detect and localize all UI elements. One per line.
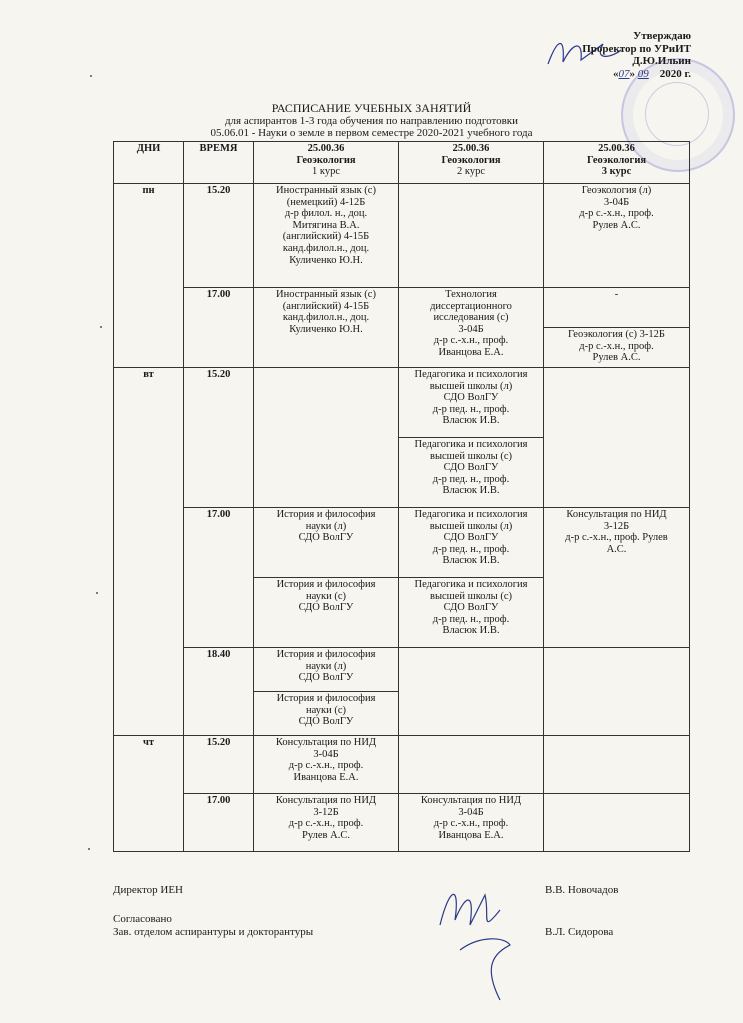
header-group-3: 25.00.36 Геоэкология 3 курс [544, 142, 690, 184]
table-row [114, 794, 690, 852]
header-group-2: 25.00.36 Геоэкология 2 курс [399, 142, 544, 184]
table-row [114, 184, 690, 288]
scan-speck [100, 326, 102, 328]
scan-speck [90, 75, 92, 77]
lesson-line: 3-04Б [458, 323, 484, 335]
empty-cell [399, 736, 544, 794]
table-row [114, 288, 690, 328]
lesson-line: Иностранный язык (с) [276, 289, 376, 300]
lesson-cell [544, 508, 690, 648]
empty-cell [544, 648, 690, 736]
lesson-line: Иванцова Е.А. [438, 346, 504, 358]
lesson-line: Геоэкология (л) [581, 185, 652, 196]
lesson-cell [254, 736, 399, 794]
lesson-line: Геоэкология (с) 3-12Б [568, 329, 665, 340]
lesson-cell: - [544, 288, 690, 328]
lesson-line: д-р с.-х.н., проф. [579, 208, 654, 220]
lesson-line: д-р пед. н., проф. [432, 403, 510, 415]
lesson-line: 3-12Б [603, 520, 630, 532]
lesson-line: Педагогика и психология [414, 509, 528, 520]
time-cell: 17.00 [184, 794, 254, 852]
empty-cell [254, 368, 399, 508]
lesson-line: д-р пед. н., проф. [432, 613, 510, 625]
title-sub-1: для аспирантов 1-3 года обучения по направлению подготовки [224, 115, 519, 127]
lesson-line: СДО ВолГУ [443, 602, 499, 614]
empty-cell [544, 736, 690, 794]
empty-cell [544, 794, 690, 852]
lesson-line: СДО ВолГУ [298, 602, 354, 614]
time-cell: 15.20 [184, 368, 254, 508]
header-time: ВРЕМЯ [184, 142, 254, 184]
lesson-cell [544, 328, 690, 368]
lesson-line: высшей школы (с) [429, 590, 512, 602]
lesson-line: Рулев А.С. [302, 829, 350, 841]
table-row [114, 508, 690, 578]
lesson-line: Консультация по НИД [275, 737, 377, 748]
time-cell: 15.20 [184, 184, 254, 288]
lesson-line: Педагогика и психология [414, 579, 528, 590]
day-cell: пн [114, 184, 184, 368]
lesson-line: 3-12Б [313, 806, 339, 818]
lesson-line: Митягина В.А. [292, 219, 360, 231]
document-title [0, 102, 743, 139]
lesson-line: Рулев А.С. [592, 219, 641, 231]
empty-cell [399, 648, 544, 736]
approval-month: 09 [637, 67, 649, 80]
lesson-cell [399, 438, 544, 508]
lesson-line: высшей школы (с) [429, 450, 512, 462]
scan-speck [88, 848, 90, 850]
lesson-line: Консультация по НИД [275, 795, 377, 806]
lesson-cell [254, 288, 399, 368]
lesson-line: д-р пед. н., проф. [432, 543, 510, 555]
lesson-line: д-р с.-х.н., проф. [433, 335, 509, 347]
lesson-cell [254, 578, 399, 648]
lesson-line: Власюк И.В. [442, 485, 500, 497]
lesson-line: канд.филол.н., доц. [282, 242, 370, 254]
lesson-cell [399, 794, 544, 852]
lesson-cell [399, 578, 544, 648]
lesson-line: СДО ВолГУ [298, 532, 354, 544]
lesson-cell [544, 184, 690, 288]
head-line [113, 926, 673, 939]
header-group-1: 25.00.36 Геоэкология 1 курс [254, 142, 399, 184]
lesson-line: 3-04Б [458, 806, 484, 818]
lesson-line: д-р филол. н., доц. [284, 208, 368, 220]
lesson-line: А.С. [606, 543, 627, 555]
lesson-line: 3-04Б [603, 196, 630, 208]
lesson-line: исследования (с) [433, 312, 509, 324]
lesson-cell [399, 368, 544, 438]
lesson-line: СДО ВолГУ [443, 532, 499, 544]
lesson-line: Власюк И.В. [442, 555, 500, 567]
lesson-cell [399, 508, 544, 578]
lesson-line: Технология [445, 289, 497, 300]
lesson-line: Педагогика и психология [414, 439, 528, 450]
table-row [114, 368, 690, 438]
signature-footer [430, 875, 550, 1005]
lesson-line: Иванцова Е.А. [293, 771, 359, 783]
approval-date: «07» 09 2020 г. [612, 67, 691, 80]
head-name: В.Л. Сидорова [545, 926, 614, 938]
lesson-line: канд.филол.н., доц. [282, 312, 370, 324]
lesson-line: Иванцова Е.А. [438, 829, 504, 841]
lesson-line: науки (л) [305, 660, 347, 672]
lesson-cell [254, 184, 399, 288]
header-day: ДНИ [114, 142, 184, 184]
scan-speck [96, 592, 98, 594]
approver-name: Д.Ю.Ильин [632, 55, 691, 67]
header-row [114, 142, 690, 184]
title-main: РАСПИСАНИЕ УЧЕБНЫХ ЗАНЯТИЙ [271, 101, 472, 115]
time-cell: 15.20 [184, 736, 254, 794]
lesson-line: История и философия [276, 649, 376, 660]
lesson-line: СДО ВолГУ [298, 672, 354, 684]
approval-day: 07 [618, 67, 630, 80]
head-label: Зав. отделом аспирантуры и докторантуры [113, 926, 314, 938]
lesson-cell [254, 794, 399, 852]
lesson-line: высшей школы (л) [429, 380, 513, 392]
lesson-line: д-р пед. н., проф. [432, 473, 510, 485]
time-cell: 18.40 [184, 648, 254, 736]
lesson-line: науки (с) [306, 704, 346, 716]
approval-year: 2020 г. [659, 67, 691, 80]
lesson-line: Куличенко Ю.Н. [289, 254, 363, 266]
lesson-line: (немецкий) 4-12Б [286, 196, 366, 208]
empty-cell [399, 184, 544, 288]
lesson-line: (английский) 4-15Б [282, 231, 370, 243]
time-cell: 17.00 [184, 508, 254, 648]
director-label: Директор ИЕН [113, 884, 183, 896]
approval-word: Утверждаю [633, 30, 691, 42]
title-sub-2: 05.06.01 - Науки о земле в первом семестре 2020-2021 учебного года [210, 127, 533, 139]
lesson-line: Иностранный язык (с) [276, 185, 376, 196]
director-name: В.В. Новочадов [545, 884, 619, 896]
lesson-cell [254, 648, 399, 692]
lesson-line: История и философия [276, 509, 376, 520]
schedule-table [113, 141, 690, 852]
lesson-cell [254, 692, 399, 736]
lesson-line: 3-04Б [313, 748, 339, 760]
lesson-line: науки (с) [306, 590, 346, 602]
lesson-line: д-р с.-х.н., проф. [433, 818, 509, 830]
lesson-line: Власюк И.В. [442, 415, 500, 427]
day-cell: чт [114, 736, 184, 852]
lesson-line: д-р с.-х.н., проф. [288, 760, 364, 772]
lesson-line: диссертационного [430, 300, 512, 312]
lesson-line: д-р с.-х.н., проф. Рулев [565, 532, 668, 544]
lesson-line: Власюк И.В. [442, 625, 500, 637]
lesson-line: СДО ВолГУ [443, 462, 499, 474]
approver-position: Проректор по УРиИТ [582, 42, 691, 55]
table-row [114, 648, 690, 692]
lesson-line: История и философия [276, 693, 376, 704]
lesson-line: История и философия [276, 579, 376, 590]
agreed-label: Согласовано [113, 913, 172, 925]
lesson-line: высшей школы (л) [429, 520, 513, 532]
lesson-line: Консультация по НИД [420, 795, 522, 806]
table-row [114, 736, 690, 794]
lesson-cell [399, 288, 544, 368]
empty-cell [544, 368, 690, 508]
lesson-line: Куличенко Ю.Н. [289, 323, 363, 335]
lesson-line: СДО ВолГУ [298, 716, 354, 728]
lesson-cell [254, 508, 399, 578]
lesson-line: Педагогика и психология [414, 369, 528, 380]
approval-block [491, 30, 691, 80]
day-cell: вт [114, 368, 184, 736]
lesson-line: д-р с.-х.н., проф. [579, 340, 654, 352]
lesson-line: (английский) 4-15Б [282, 300, 370, 312]
lesson-line: СДО ВолГУ [443, 392, 499, 404]
lesson-line: д-р с.-х.н., проф. [288, 818, 364, 830]
director-line [113, 884, 673, 897]
lesson-line: науки (л) [305, 520, 347, 532]
time-cell: 17.00 [184, 288, 254, 368]
lesson-line: Консультация по НИД [566, 509, 667, 520]
lesson-line: Рулев А.С. [592, 352, 641, 364]
